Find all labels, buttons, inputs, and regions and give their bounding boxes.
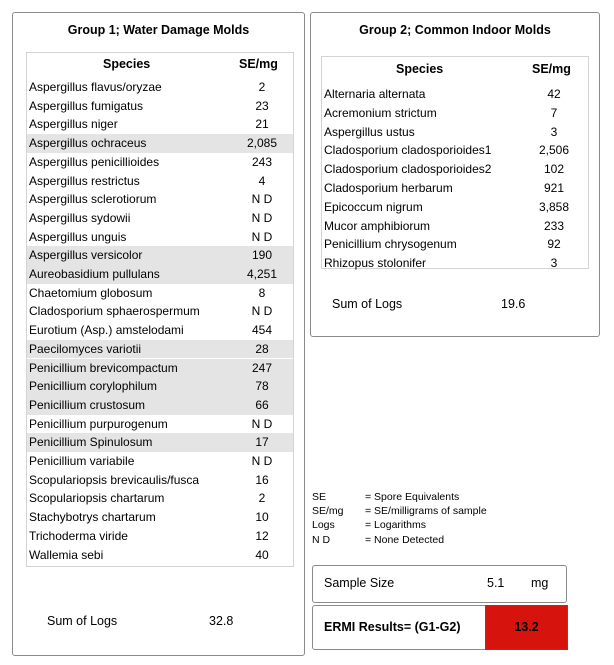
table-row	[27, 471, 293, 490]
table-row	[27, 340, 293, 359]
legend-abbr: N D	[312, 534, 331, 546]
table-row	[27, 489, 293, 508]
se-value: 28	[255, 341, 269, 356]
legend-abbr: SE/mg	[312, 505, 344, 517]
legend-desc: = Spore Equivalents	[365, 491, 460, 503]
se-value: 243	[251, 154, 273, 169]
se-value: 12	[255, 528, 269, 543]
se-value: 454	[251, 323, 273, 338]
table-row	[322, 141, 588, 160]
se-value: 8	[258, 285, 266, 300]
se-value: N D	[251, 454, 273, 468]
se-value: 21	[255, 117, 269, 132]
species-name: Penicillium corylophilum	[29, 379, 158, 394]
group2-sum-label: Sum of Logs	[332, 297, 403, 311]
table-row	[322, 104, 588, 123]
sample-size-label: Sample Size	[324, 576, 395, 590]
table-row	[27, 228, 293, 247]
group1-species-header: Species	[103, 57, 151, 71]
table-row	[27, 546, 293, 565]
table-row	[27, 115, 293, 134]
group1-table	[26, 52, 294, 567]
legend-desc: = None Detected	[365, 534, 445, 546]
species-name: Aspergillus unguis	[29, 229, 127, 244]
species-name: Rhizopus stolonifer	[324, 256, 427, 271]
species-name: Cladosporium cladosporioides2	[324, 162, 492, 177]
table-row	[27, 209, 293, 228]
se-value: 42	[547, 87, 561, 101]
species-name: Scopulariopsis chartarum	[29, 491, 165, 506]
ermi-result-box	[312, 605, 567, 650]
species-name: Penicillium chrysogenum	[324, 237, 457, 252]
se-value: 78	[255, 379, 269, 394]
group1-title: Group 1; Water Damage Molds	[67, 23, 250, 37]
table-row	[27, 527, 293, 546]
se-value: 40	[255, 547, 269, 562]
group2-se-header: SE/mg	[532, 62, 571, 76]
species-name: Paecilomyces variotii	[29, 341, 142, 356]
se-value: 66	[255, 397, 269, 412]
se-value: 3	[550, 256, 558, 271]
group2-title: Group 2; Common Indoor Molds	[359, 23, 551, 37]
table-row	[322, 160, 588, 179]
species-name: Aspergillus penicillioides	[29, 154, 160, 169]
se-value: 4	[258, 173, 266, 188]
species-name: Penicillium purpurogenum	[29, 416, 168, 431]
se-value: 16	[255, 472, 269, 487]
species-name: Trichoderma viride	[29, 528, 128, 543]
table-row	[27, 321, 293, 340]
table-row	[322, 198, 588, 217]
species-name: Aureobasidium pullulans	[29, 267, 160, 281]
species-name: Aspergillus sclerotiorum	[29, 192, 157, 207]
se-value: N D	[251, 192, 273, 207]
table-row	[27, 78, 293, 97]
table-row	[322, 254, 588, 273]
species-name: Penicillium Spinulosum	[29, 435, 153, 450]
species-name: Aspergillus ustus	[324, 124, 415, 139]
species-name: Stachybotrys chartarum	[29, 510, 156, 525]
table-row	[27, 377, 293, 396]
se-value: 3,858	[538, 199, 570, 214]
se-value: N D	[251, 304, 273, 319]
species-name: Aspergillus flavus/oryzae	[29, 80, 162, 94]
se-value: 4,251	[246, 267, 278, 281]
sample-size-unit: mg	[531, 576, 549, 590]
table-row	[27, 452, 293, 471]
table-row	[27, 396, 293, 415]
group2-table	[321, 56, 589, 269]
legend-abbr: Logs	[312, 519, 335, 531]
species-name: Alternaria alternata	[324, 87, 426, 101]
group1-sum-label: Sum of Logs	[47, 614, 118, 628]
se-value: 2,506	[538, 143, 570, 158]
ermi-value: 13.2	[485, 605, 568, 650]
sample-size-value: 5.1	[487, 576, 505, 590]
group1-se-header: SE/mg	[239, 57, 278, 71]
species-name: Aspergillus versicolor	[29, 248, 143, 263]
se-value: N D	[251, 229, 273, 244]
species-name: Aspergillus fumigatus	[29, 98, 144, 113]
species-name: Cladosporium cladosporioides1	[324, 143, 492, 158]
se-value: 921	[543, 181, 565, 195]
table-row	[27, 190, 293, 209]
se-value: 2	[258, 80, 266, 94]
table-row	[27, 359, 293, 378]
table-row	[27, 433, 293, 452]
table-row	[27, 284, 293, 303]
table-row	[27, 97, 293, 116]
species-name: Acremonium strictum	[324, 105, 437, 120]
species-name: Penicillium variabile	[29, 454, 135, 468]
group2-species-header: Species	[396, 62, 444, 76]
species-name: Eurotium (Asp.) amstelodami	[29, 323, 184, 338]
species-name: Cladosporium sphaerospermum	[29, 304, 200, 319]
species-name: Wallemia sebi	[29, 547, 104, 562]
table-row	[322, 85, 588, 104]
se-value: 247	[251, 360, 273, 375]
species-name: Aspergillus sydowii	[29, 210, 131, 225]
se-value: 3	[550, 124, 558, 139]
se-value: 2,085	[246, 136, 278, 151]
table-row	[27, 246, 293, 265]
legend-desc: = Logarithms	[365, 519, 426, 531]
se-value: 190	[251, 248, 273, 263]
species-name: Mucor amphibiorum	[324, 218, 431, 233]
group1-panel	[12, 12, 305, 656]
species-name: Scopulariopsis brevicaulis/fusca	[29, 472, 200, 487]
se-value: 233	[543, 218, 565, 233]
species-name: Aspergillus restrictus	[29, 173, 140, 188]
table-row	[27, 172, 293, 191]
table-row	[27, 134, 293, 153]
table-row	[322, 235, 588, 254]
table-row	[322, 217, 588, 236]
group1-sum-value: 32.8	[209, 614, 234, 628]
se-value: 10	[255, 510, 269, 525]
table-row	[27, 153, 293, 172]
species-name: Aspergillus ochraceus	[29, 136, 147, 151]
group2-sum-value: 19.6	[501, 297, 526, 311]
se-value: 2	[258, 491, 266, 506]
legend-abbr: SE	[312, 491, 327, 503]
species-name: Chaetomium globosum	[29, 285, 153, 300]
table-row	[27, 508, 293, 527]
species-name: Cladosporium herbarum	[324, 181, 453, 195]
species-name: Penicillium brevicompactum	[29, 360, 178, 375]
se-value: 102	[543, 162, 565, 177]
sample-size-box	[312, 565, 567, 603]
se-value: 92	[547, 237, 561, 252]
table-row	[322, 123, 588, 142]
se-value: 23	[255, 98, 269, 113]
table-row	[27, 265, 293, 284]
table-row	[27, 415, 293, 434]
table-row	[322, 179, 588, 198]
se-value: 17	[255, 435, 269, 450]
se-value: N D	[251, 416, 273, 431]
se-value: 7	[550, 105, 558, 120]
se-value: N D	[251, 210, 273, 225]
species-name: Aspergillus niger	[29, 117, 118, 132]
species-name: Epicoccum nigrum	[324, 199, 423, 214]
species-name: Penicillium crustosum	[29, 397, 146, 412]
ermi-label: ERMI Results= (G1-G2)	[324, 620, 461, 634]
legend-desc: = SE/milligrams of sample	[365, 505, 487, 517]
table-row	[27, 302, 293, 321]
group2-panel	[310, 12, 600, 337]
